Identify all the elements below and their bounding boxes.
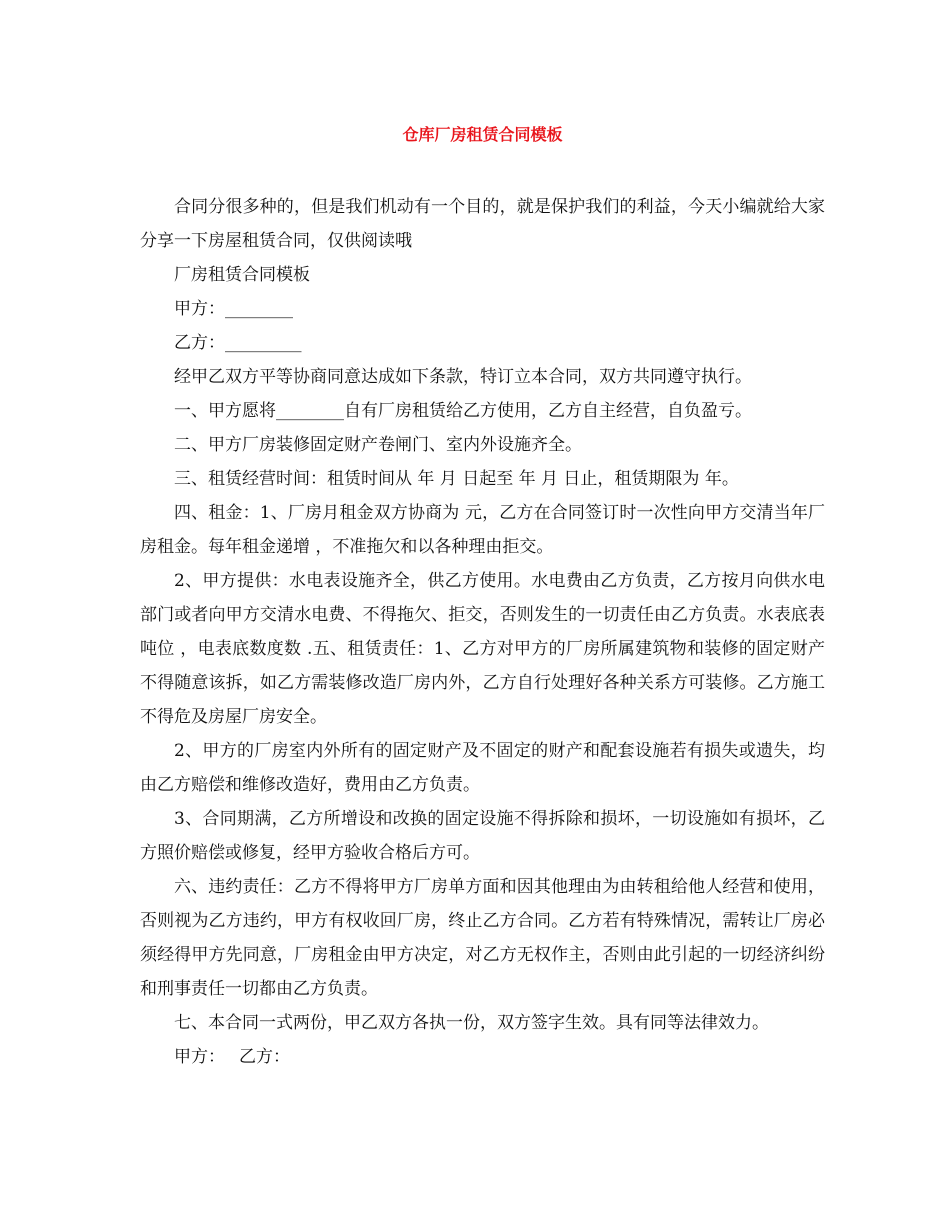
paragraph-intro: 合同分很多种的，但是我们机动有一个目的，就是保护我们的利益，今天小编就给大家分享一下房屋租赁合同，仅供阅读哦	[140, 197, 825, 251]
signature-party-a: 甲方：	[174, 1047, 225, 1067]
clause-3: 三、租赁经营时间：租赁时间从 年 月 日起至 年 月 日止，租赁期限为 年。	[174, 469, 739, 489]
clause-7-copies: 七、本合同一式两份，甲乙双方各执一份，双方签字生效。具有同等法律效力。	[174, 1013, 769, 1033]
signature-party-b: 乙方：	[239, 1047, 290, 1067]
signature-line	[140, 1040, 825, 1074]
party-b-line: 乙方：_________	[174, 333, 302, 353]
clause-4-rent: 四、租金：1、厂房月租金双方协商为 元，乙方在合同签订时一次性向甲方交清当年厂房租金。每年租金递增 ，不准拖欠和以各种理由拒交。	[140, 503, 825, 557]
clause-4-2-utilities: 2、甲方提供：水电表设施齐全，供乙方使用。水电费由乙方负责，乙方按月向供水电部门或者向甲方交清水电费、不得拖欠、拒交，否则发生的一切责任由乙方负责。水表底表吨位 ，电表底数度数 .五、租赁责任：1、乙方对甲方的厂房所属建筑物和装修的固定财产不得随意该拆，如乙方需装修改造厂房内外，乙方自行处理好各种关系方可装修。乙方施工不得危及房屋厂房安全。	[140, 571, 825, 727]
clause-6-breach: 六、违约责任：乙方不得将甲方厂房单方面和因其他理由为由转租给他人经营和使用，否则视为乙方违约，甲方有权收回厂房，终止乙方合同。乙方若有特殊情况，需转让厂房必须经得甲方先同意，厂房租金由甲方决定，对乙方无权作主，否则由此引起的一切经济纠纷和刑事责任一切都由乙方负责。	[140, 877, 825, 999]
document-page	[140, 118, 825, 1074]
paragraph-agreement: 经甲乙双方平等协商同意达成如下条款，特订立本合同，双方共同遵守执行。	[174, 367, 752, 387]
clause-5-3-expiry: 3、合同期满，乙方所增设和改换的固定设施不得拆除和损坏，一切设施如有损坏，乙方照价赔偿或修复，经甲方验收合格后方可。	[140, 809, 825, 863]
clause-2: 二、甲方厂房装修固定财产卷闸门、室内外设施齐全。	[174, 435, 582, 455]
clause-5-2-damages: 2、甲方的厂房室内外所有的固定财产及不固定的财产和配套设施若有损失或遗失，均由乙方赔偿和维修改造好，费用由乙方负责。	[140, 741, 825, 795]
party-a-line: 甲方：________	[174, 299, 293, 319]
paragraph-heading: 厂房租赁合同模板	[174, 265, 310, 285]
document-title: 仓库厂房租赁合同模板	[402, 125, 563, 144]
clause-1: 一、甲方愿将________自有厂房租赁给乙方使用，乙方自主经营，自负盈亏。	[174, 401, 752, 421]
